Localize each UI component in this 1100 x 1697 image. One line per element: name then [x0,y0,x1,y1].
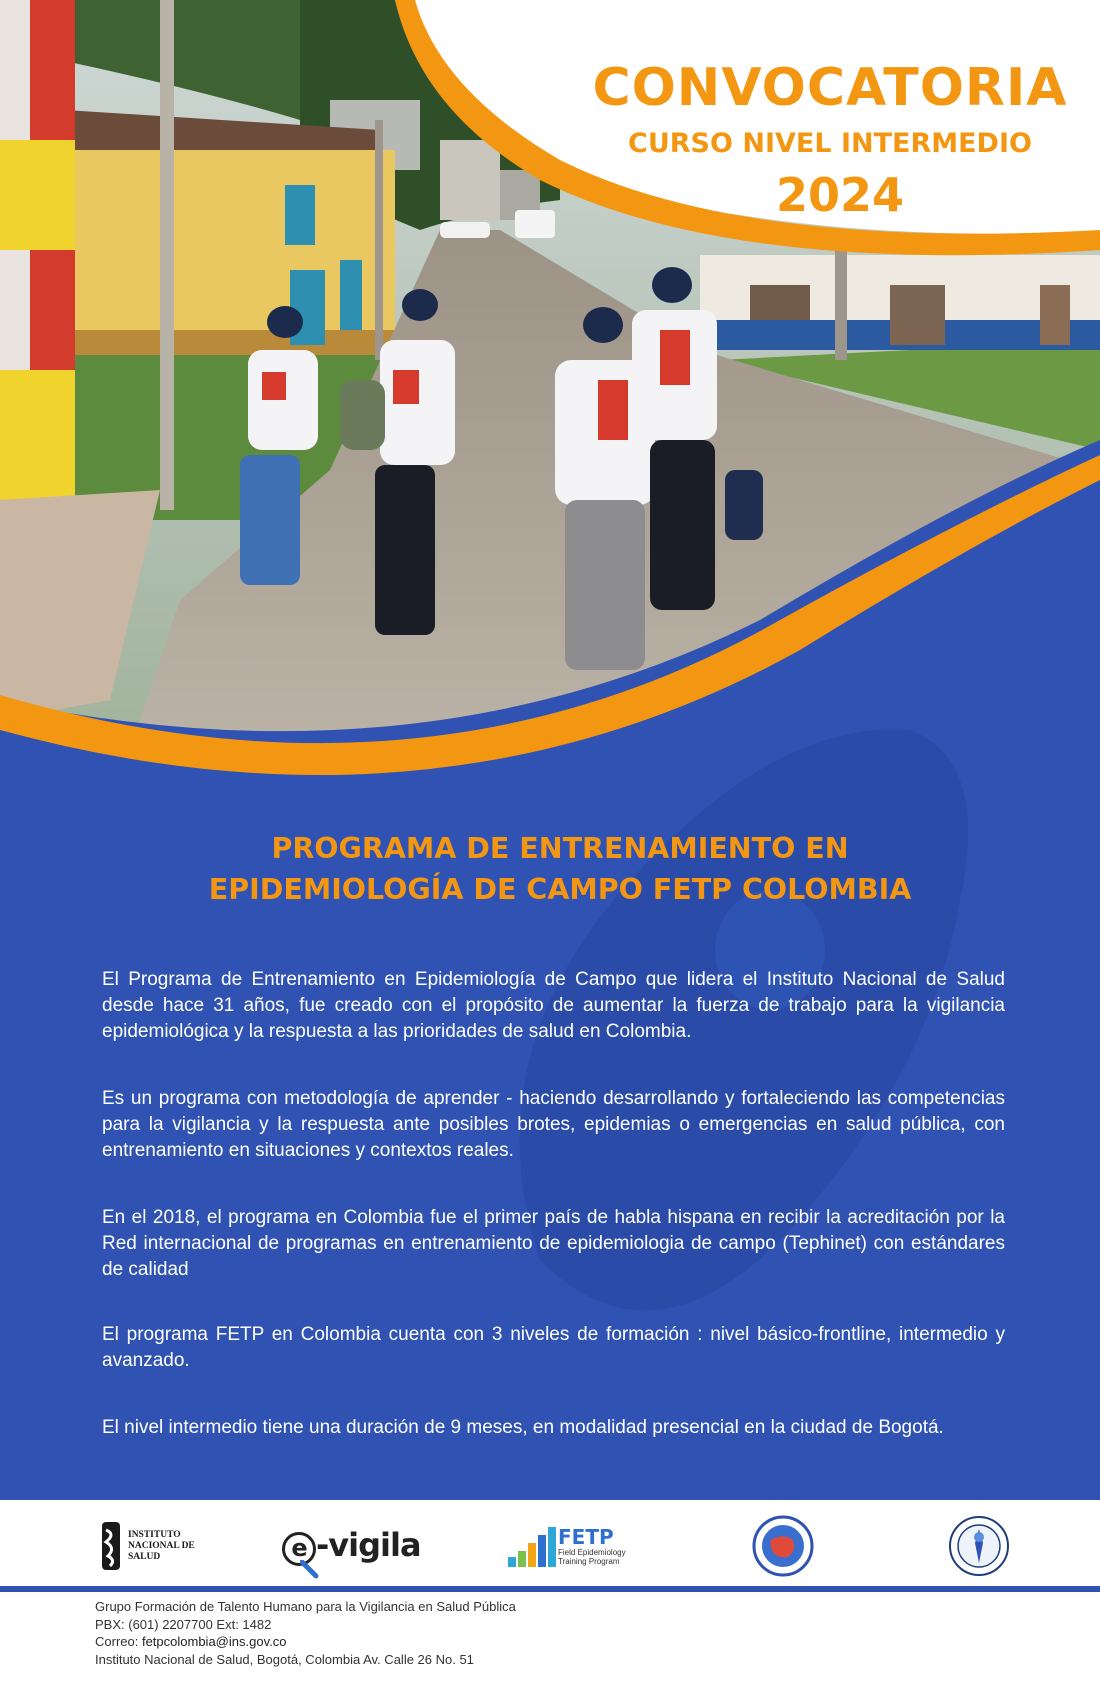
ins-logo-line-2: NACIONAL DE [128,1540,195,1551]
evigila-text: -vigila [316,1526,421,1564]
fetp-line-1: Field Epidemiology [558,1548,626,1557]
footer-email-label: Correo: [95,1634,142,1649]
paragraph-accreditation: En el 2018, el programa en Colombia fue el primer país de habla hispana en recibir la acreditación por la Red internacional de programas en entrenamiento de epidemiologia de campo (Tephinet) con estándares de calidad [102,1207,1005,1280]
poster-year: 2024 [775,168,905,222]
tephinet-seal-icon [948,1515,1010,1577]
poster-subtitle: CURSO NIVEL INTERMEDIO [628,128,1032,159]
ins-logo [100,1500,195,1592]
paragraph-methodology: Es un programa con metodología de aprender - haciendo desarrollando y fortaleciendo las competencias para la vigilancia y la respuesta ante posibles brotes, epidemias o emergencias en salud pública, con entrenamiento en situaciones y contextos reales. [102,1088,1005,1161]
partner-logos [0,1500,1100,1592]
footer-line-3 [95,1633,995,1651]
footer-line-1: Grupo Formación de Talento Humano para la Vigilancia en Salud Pública [95,1599,516,1614]
section-title-line-1: PROGRAMA DE ENTRENAMIENTO EN [271,832,849,865]
footer-contact [95,1598,995,1668]
paragraph-history: El Programa de Entrenamiento en Epidemiología de Campo que lidera el Instituto Nacional de Salud desde hace 31 años, fue creado con el propósito de aumentar la fuerza de trabajo para la vigilancia epidemiológica y la respuesta a las prioridades de salud en Colombia. [102,969,1005,1042]
fetp-bars-icon [508,1523,556,1569]
tephinet-logo [948,1500,1010,1592]
footer-divider [0,1586,1100,1592]
footer-line-4: Instituto Nacional de Salud, Bogotá, Colombia Av. Calle 26 No. 51 [95,1651,474,1667]
section-title [110,828,1010,910]
fetp-line-2: Training Program [558,1557,620,1566]
section-title-line-2: EPIDEMIOLOGÍA DE CAMPO FETP COLOMBIA [208,873,912,906]
footer-email-link[interactable]: fetpcolombia@ins.gov.co [141,1634,287,1649]
fetp-name: FETP [558,1525,614,1549]
evigila-e: e [282,1532,316,1566]
magnifier-icon [300,1560,320,1580]
footer-line-2: PBX: (601) 2207700 Ext: 1482 [95,1616,272,1632]
evigila-logo [282,1500,421,1592]
poster-title: CONVOCATORIA [592,58,1068,118]
globe-emblem-icon [752,1515,814,1577]
fetp-logo [508,1500,626,1592]
ins-logo-line-1: INSTITUTO [128,1529,181,1540]
paragraph-duration: El nivel intermedio tiene una duración de 9 meses, en modalidad presencial en la ciudad de Bogotá. [102,1417,944,1438]
paragraph-levels: El programa FETP en Colombia cuenta con 3 niveles de formación : nivel básico-frontline, intermedio y avanzado. [102,1324,1005,1371]
ins-mark-icon [100,1520,122,1572]
ins-logo-line-3: SALUD [128,1551,161,1562]
round-emblem-logo [752,1500,814,1592]
